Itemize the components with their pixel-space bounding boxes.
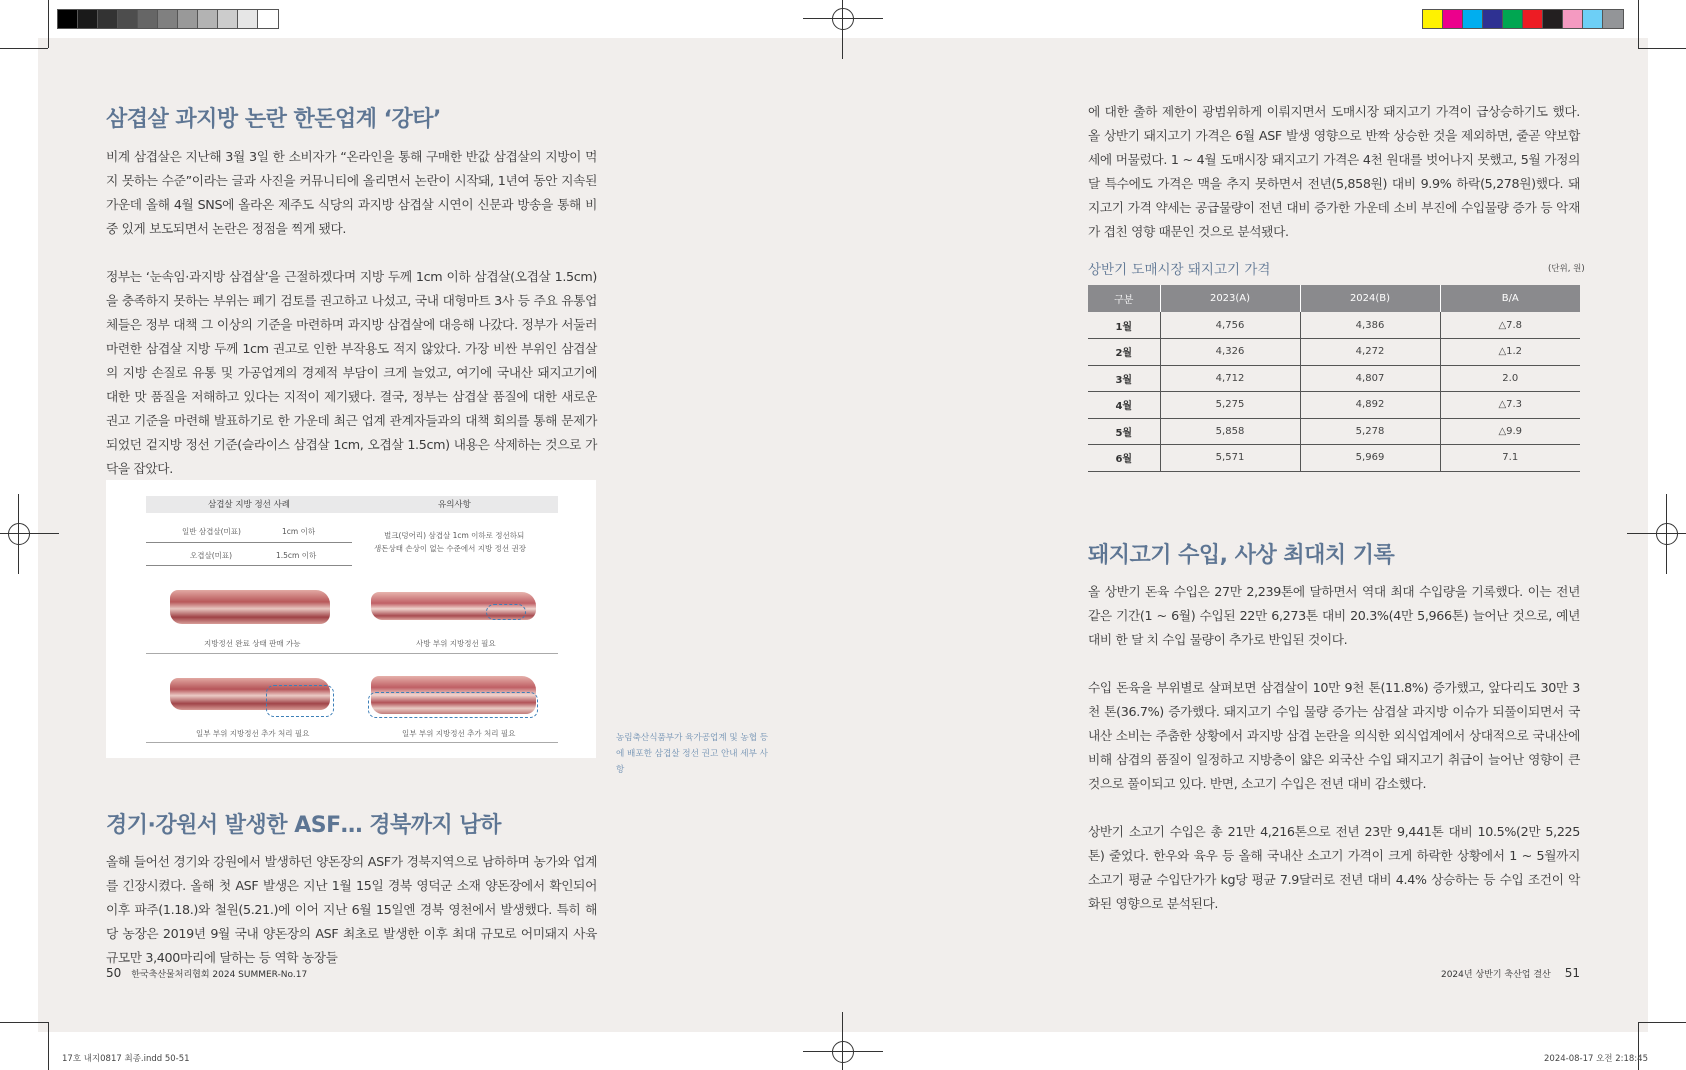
gray-swatch xyxy=(238,10,258,28)
section-title-pork-imports: 돼지고기 수입, 사상 최대치 기록 xyxy=(1088,543,1395,568)
table-cell: 4,756 xyxy=(1160,312,1300,339)
cmyk-color-bar xyxy=(1422,9,1624,29)
table-header-cell: 2024(B) xyxy=(1300,285,1440,312)
table-cell: 4,807 xyxy=(1300,365,1440,392)
figure-divider xyxy=(146,653,558,654)
highlight-outline xyxy=(266,685,334,717)
table-row xyxy=(1088,445,1580,472)
page-number-left: 50 xyxy=(106,966,122,980)
registration-mark-top xyxy=(825,1,861,37)
color-swatch xyxy=(1603,10,1623,28)
table-cell: 5,571 xyxy=(1160,445,1300,472)
table-cell: 4,326 xyxy=(1160,339,1300,366)
wholesale-price-table xyxy=(1088,285,1580,472)
table-cell: 5,969 xyxy=(1300,445,1440,472)
gray-swatch xyxy=(118,10,138,28)
left-folio xyxy=(106,966,307,980)
publication-name: 한국축산물처리협회 2024 SUMMER-No.17 xyxy=(131,970,308,980)
color-swatch xyxy=(1483,10,1503,28)
figure-row1-label: 일반 삼겹살(미표) xyxy=(182,527,241,536)
color-swatch xyxy=(1423,10,1443,28)
table-row xyxy=(1088,418,1580,445)
table-cell-month: 6월 xyxy=(1088,445,1160,472)
section-title-asf: 경기·강원서 발생한 ASF… 경북까지 남하 xyxy=(106,813,501,838)
table-cell: 4,892 xyxy=(1300,392,1440,419)
figure-header-right: 유의사항 xyxy=(438,500,471,510)
section-title-fat-pork-belly: 삼겹살 과지방 논란 한돈업계 ‘강타’ xyxy=(106,107,441,132)
gray-swatch xyxy=(218,10,238,28)
registration-mark-left xyxy=(1,516,37,552)
table-cell: △9.9 xyxy=(1440,418,1580,445)
paragraph-wholesale-price: 에 대한 출하 제한이 광범위하게 이뤄지면서 도매시장 돼지고기 가격이 급상승하기도 했다. 올 상반기 돼지고기 가격은 6월 ASF 발생 영향으로 반짝 상승한 것을 제외하면, 줄곧 약보합세에 머물렀다. 1 ~ 4월 도매시장 돼지고기 가격은 4천 원대를 벗어나지 못했고, 5월 가정의 달 특수에도 가격은 맥을 추지 못하면서 전년(5,858원) 대비 9.9% 하락(5,278원)했다. 돼지고기 가격 약세는 공급물량이 전년 대비 증가한 가운데 소비 부진에 수입물량 증가 등 악재가 겹친 영향 때문인 것으로 분석됐다. xyxy=(1088,104,1580,239)
table-cell-month: 1월 xyxy=(1088,312,1160,339)
slug-filename: 17호 내지0817 최종.indd 50-51 xyxy=(62,1054,190,1064)
table-row xyxy=(1088,339,1580,366)
color-swatch xyxy=(1543,10,1563,28)
figure-divider xyxy=(146,742,558,743)
paragraph-import-record: 올 상반기 돈육 수입은 27만 2,239톤에 달하면서 역대 최대 수입량을 기록했다. 이는 전년 같은 기간(1 ~ 6월) 수입된 22만 6,273톤 대비 20.3%(4만 5,966톤) 늘어난 것으로, 예년 대비 한 달 치 수입 물량이 추가로 반입된 것이다. xyxy=(1088,584,1580,647)
table-cell: 4,272 xyxy=(1300,339,1440,366)
table-cell-month: 3월 xyxy=(1088,365,1160,392)
table-cell-month: 2월 xyxy=(1088,339,1160,366)
color-swatch xyxy=(1463,10,1483,28)
figure-row1-value: 1cm 이하 xyxy=(282,527,316,536)
table-cell: △1.2 xyxy=(1440,339,1580,366)
table-title: 상반기 도매시장 돼지고기 가격 xyxy=(1088,262,1271,278)
color-swatch xyxy=(1443,10,1463,28)
photo-caption-1: 지방정선 완료 상태 판매 가능 xyxy=(204,639,301,648)
table-cell: 5,278 xyxy=(1300,418,1440,445)
slug-timestamp: 2024-08-17 오전 2:18:45 xyxy=(1544,1054,1648,1064)
figure-divider xyxy=(146,565,352,566)
table-cell: △7.3 xyxy=(1440,392,1580,419)
table-header-cell: 구분 xyxy=(1088,285,1160,312)
paragraph-government-guideline: 정부는 ‘눈속임·과지방 삼겹살’을 근절하겠다며 지방 두께 1cm 이하 삼겹살(오겹살 1.5cm)을 충족하지 못하는 부위는 폐기 검토를 권고하고 나섰고, 국내 대형마트 3사 등 주요 유통업체들은 정부 대책 그 이상의 기준을 마련하며 과지방 삼겹살에 대응해 나갔다. 정부가 서둘러 마련한 삼겹살 지방 두께 1cm 권고로 인한 부작용도 적지 않았다. 가장 비싼 부위인 삼겹살의 지방 손질로 유통 및 가공업계의 경제적 부담이 크게 늘었고, 여기에 국내산 돼지고기에 대한 맛 품질을 저해하고 있다는 지적이 제기됐다. 결국, 정부는 삼겹살 품질에 대한 새로운 권고 기준을 마련해 발표하기로 한 가운데 최근 업계 관계자들과의 대책 회의를 통해 문제가 되었던 겉지방 정선 기준(슬라이스 삼겹살 1cm, 오겹살 1.5cm) 내용은 삭제하는 것으로 가닥을 잡았다. xyxy=(106,269,597,476)
table-cell: 5,275 xyxy=(1160,392,1300,419)
highlight-outline xyxy=(486,604,526,620)
paragraph-asf-outbreak: 올해 들어선 경기와 강원에서 발생하던 양돈장의 ASF가 경북지역으로 남하하며 농가와 업계를 긴장시켰다. 올해 첫 ASF 발생은 지난 1월 15일 경북 영덕군 소재 양돈장에서 확인되어 이후 파주(1.18.)와 철원(5.21.)에 이어 지난 6월 15일엔 경북 영천에서 발생했다. 특히 해당 농장은 2019년 9월 국내 양돈장의 ASF 최초로 발생한 이후 최대 규모로 어미돼지 사육 규모만 3,400마리에 달하는 등 역학 농장들 xyxy=(106,854,597,965)
photo-caption-3: 일부 부위 지방정선 추가 처리 필요 xyxy=(196,729,310,738)
paragraph-import-by-cut: 수입 돈육을 부위별로 살펴보면 삼겹살이 10만 9천 톤(11.8%) 증가했고, 앞다리도 30만 3천 톤(36.7%) 증가했다. 돼지고기 수입 물량 증가는 삼겹살 과지방 이슈가 되풀이되면서 국내산 소비는 주춤한 상황에서 과지방 삼겹 논란을 의식한 외식업계에서 상대적으로 국내산에 비해 삼겹의 품질이 일정하고 지방층이 얇은 외국산 수입 돼지고기 취급이 늘어난 영향이 큰 것으로 풀이되고 있다. 반면, 소고기 수입은 전년 대비 감소했다. xyxy=(1088,680,1580,791)
table-row xyxy=(1088,312,1580,339)
color-swatch xyxy=(1503,10,1523,28)
table-cell: 4,712 xyxy=(1160,365,1300,392)
figure-caption: 농림축산식품부가 육가공업계 및 농협 등에 배포한 삼겹살 정선 권고 안내 세부 사항 xyxy=(616,733,769,775)
gray-swatch xyxy=(158,10,178,28)
color-swatch xyxy=(1563,10,1583,28)
photo-caption-2: 사방 부위 지방정선 필요 xyxy=(416,639,496,648)
paragraph-fat-controversy: 비계 삼겹살은 지난해 3월 3일 한 소비자가 “온라인을 통해 구매한 반값 삼겹살의 지방이 먹지 못하는 수준”이라는 글과 사진을 커뮤니티에 올리면서 논란이 시작돼, 1년여 동안 지속된 가운데 올해 4월 SNS에 올라온 제주도 식당의 과지방 삼겹살 시연이 신문과 방송을 통해 비중 있게 보도되면서 논란은 정점을 찍게 됐다. xyxy=(106,149,597,236)
table-cell: 5,858 xyxy=(1160,418,1300,445)
table-header-cell: B/A xyxy=(1440,285,1580,312)
table-cell: 7.1 xyxy=(1440,445,1580,472)
gray-swatch xyxy=(98,10,118,28)
table-row xyxy=(1088,392,1580,419)
figure-divider xyxy=(146,542,352,543)
highlight-outline xyxy=(368,692,538,718)
section-name: 2024년 상반기 축산업 결산 xyxy=(1440,970,1551,980)
registration-mark-right xyxy=(1649,516,1685,552)
gray-swatch xyxy=(78,10,98,28)
color-swatch xyxy=(1583,10,1603,28)
table-header-cell: 2023(A) xyxy=(1160,285,1300,312)
table-cell: 2.0 xyxy=(1440,365,1580,392)
table-cell: 4,386 xyxy=(1300,312,1440,339)
figure-header xyxy=(146,496,558,513)
table-cell-month: 5월 xyxy=(1088,418,1160,445)
table-cell-month: 4월 xyxy=(1088,392,1160,419)
table-header-row xyxy=(1088,285,1580,312)
fat-trimming-figure xyxy=(106,480,596,758)
pork-belly-photo-1 xyxy=(170,590,330,624)
figure-row2-label: 오겹살(미표) xyxy=(190,551,233,560)
gray-swatch xyxy=(138,10,158,28)
gray-swatch xyxy=(258,10,278,28)
figure-note-line1: 벌크(덩어리) 삼겹살 1cm 이하로 정선하되 xyxy=(384,531,525,540)
gray-swatch xyxy=(58,10,78,28)
figure-row2-value: 1.5cm 이하 xyxy=(276,551,317,560)
table-unit: (단위, 원) xyxy=(1548,264,1585,274)
right-folio xyxy=(1441,966,1580,980)
gray-swatch xyxy=(178,10,198,28)
registration-mark-bottom xyxy=(825,1034,861,1070)
color-swatch xyxy=(1523,10,1543,28)
gray-swatch xyxy=(198,10,218,28)
paragraph-beef-imports: 상반기 소고기 수입은 총 21만 4,216톤으로 전년 23만 9,441톤 대비 10.5%(2만 5,225톤) 줄었다. 한우와 육우 등 올해 국내산 소고기 가격이 크게 하락한 상황에서 1 ~ 5월까지 소고기 평균 수입단가가 kg당 평균 7.9달러로 전년 대비 4.4% 상승하는 등 수입 조건이 악화된 영향으로 분석된다. xyxy=(1088,824,1580,911)
gray-color-bar xyxy=(57,9,279,29)
figure-header-left: 삼겹살 지방 정선 사례 xyxy=(208,500,291,510)
photo-caption-4: 일부 부위 지방정선 추가 처리 필요 xyxy=(402,729,516,738)
figure-note-line2: 생돈상태 손상이 없는 수준에서 지방 정선 권장 xyxy=(374,544,526,553)
table-cell: △7.8 xyxy=(1440,312,1580,339)
page-number-right: 51 xyxy=(1564,966,1580,980)
table-row xyxy=(1088,365,1580,392)
